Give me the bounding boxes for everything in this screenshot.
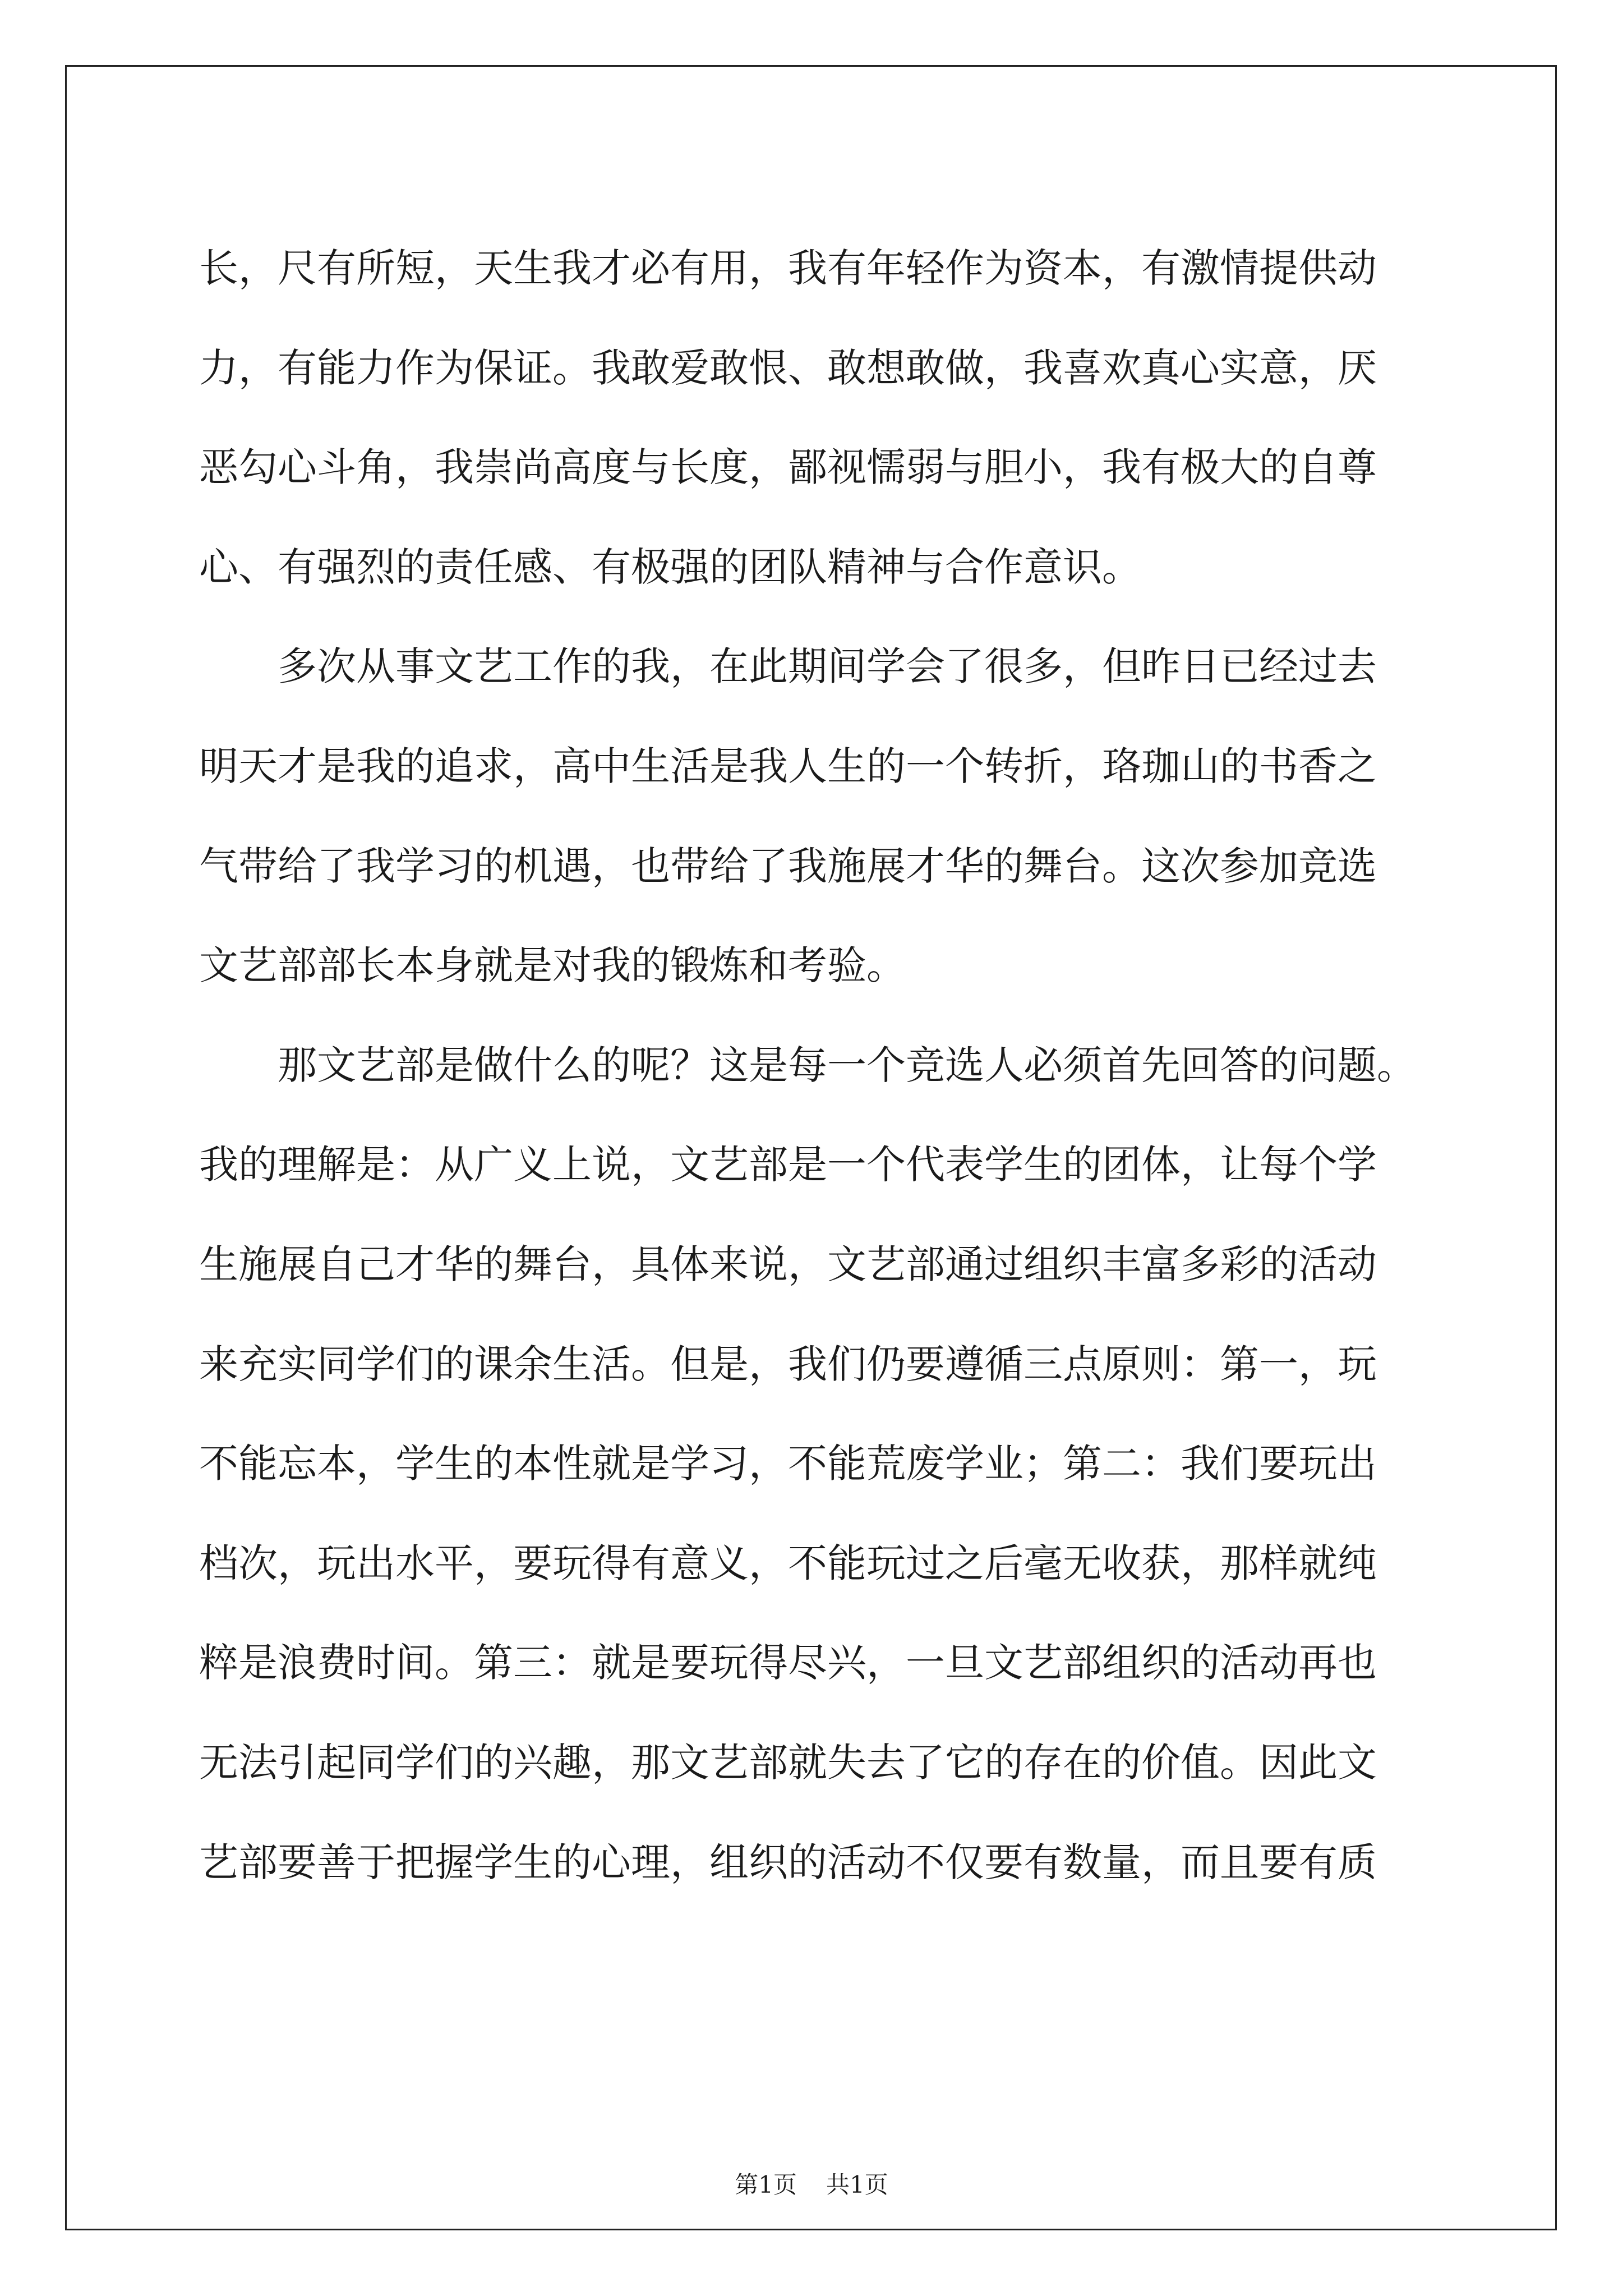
text-line: 心、有强烈的责任感、有极强的团队精神与合作意识。 — [199, 544, 1141, 590]
document-body — [199, 219, 1438, 1912]
text-line: 艺部要善于把握学生的心理，组织的活动不仅要有数量，而且要有质 — [199, 1839, 1377, 1885]
text-line: 不能忘本，学生的本性就是学习，不能荒废学业；第二：我们要玩出 — [199, 1441, 1377, 1487]
page-footer — [0, 2168, 1623, 2202]
text-line: 长，尺有所短，天生我才必有用，我有年轻作为资本，有激情提供动 — [199, 245, 1377, 291]
text-line: 档次，玩出水平，要玩得有意义，不能玩过之后毫无收获，那样就纯 — [199, 1540, 1377, 1586]
paragraph-first-line: 那文艺部是做什么的呢？这是每一个竞选人必须首先回答的问题。 — [278, 1042, 1416, 1088]
text-line: 来充实同学们的课余生活。但是，我们仍要遵循三点原则：第一，玩 — [199, 1341, 1377, 1387]
text-line: 恶勾心斗角，我崇尚高度与长度，鄙视懦弱与胆小，我有极大的自尊 — [199, 444, 1377, 491]
text-line: 粹是浪费时间。第三：就是要玩得尽兴，一旦文艺部组织的活动再也 — [199, 1640, 1377, 1686]
text-line: 明天才是我的追求，高中生活是我人生的一个转折，珞珈山的书香之 — [199, 743, 1377, 789]
text-line: 力，有能力作为保证。我敢爱敢恨、敢想敢做，我喜欢真心实意，厌 — [199, 344, 1377, 391]
text-line: 无法引起同学们的兴趣，那文艺部就失去了它的存在的价值。因此文 — [199, 1739, 1377, 1786]
paragraph-first-line: 多次从事文艺工作的我，在此期间学会了很多，但昨日已经过去 — [278, 643, 1377, 690]
text-line: 生施展自己才华的舞台，具体来说，文艺部通过组织丰富多彩的活动 — [199, 1241, 1377, 1287]
page-number-total: 共1页 — [826, 2171, 888, 2198]
text-line: 文艺部部长本身就是对我的锻炼和考验。 — [199, 942, 906, 989]
text-line: 我的理解是：从广义上说，文艺部是一个代表学生的团体，让每个学 — [199, 1142, 1377, 1188]
page-number-current: 第1页 — [735, 2171, 797, 2198]
text-line: 气带给了我学习的机遇，也带给了我施展才华的舞台。这次参加竞选 — [199, 843, 1377, 889]
